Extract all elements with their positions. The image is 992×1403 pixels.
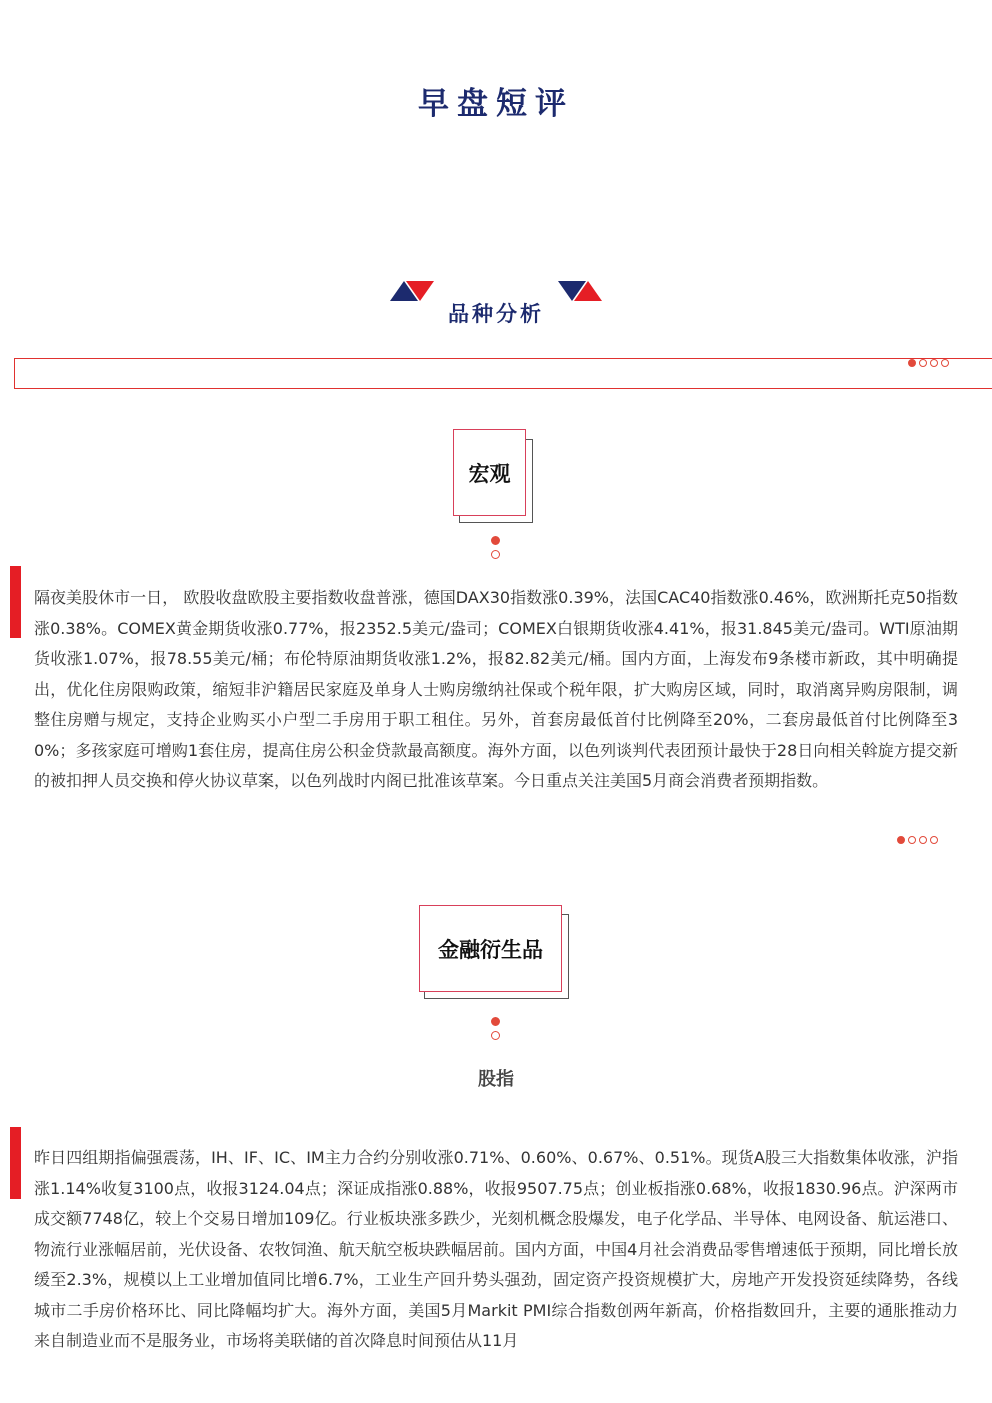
dot-icon: [897, 836, 905, 844]
dot-icon: [930, 359, 938, 367]
dot-icon: [491, 536, 500, 545]
dot-icon: [908, 359, 916, 367]
macro-end-dots: [897, 836, 938, 844]
stock-index-subtitle: 股指: [478, 1069, 514, 1090]
financial-heading: [419, 905, 562, 992]
macro-heading: [453, 429, 526, 516]
dot-icon: [941, 359, 949, 367]
banner-dots: [908, 359, 949, 367]
macro-heading-label: 宏观: [468, 461, 511, 486]
section-banner: [14, 358, 992, 389]
dot-icon: [919, 836, 927, 844]
macro-paragraph: 隔夜美股休市一日， 欧股收盘欧股主要指数收盘普涨，德国DAX30指数涨0.39%，法国CAC40指数涨0.46%，欧洲斯托克50指数涨0.38%。COMEX黄金期货收涨0.77%，报2352.5美元/盎司；COMEX白银期货收涨4.41%，报31.845美元/盎司。WTI原油期货收涨1.07%，报78.55美元/桶；布伦特原油期货收涨1.2%，报82.82美元/桶。国内方面，上海发布9条楼市新政，其中明确提出，优化住房限购政策，缩短非沪籍居民家庭及单身人士购房缴纳社保或个税年限，扩大购房区域，同时，取消离异购房限制，调整住房赠与规定，支持企业购买小户型二手房用于职工租住。另外，首套房最低首付比例降至20%，二套房最低首付比例降至30%；多孩家庭可增购1套住房，提高住房公积金贷款最高额度。海外方面，以色列谈判代表团预计最快于28日向相关斡旋方提交新的被扣押人员交换和停火协议草案，以色列战时内阁已批准该草案。今日重点关注美国5月商会消费者预期指数。: [34, 588, 958, 790]
macro-accent-bar: [10, 566, 21, 638]
section-title: 品种分析: [448, 302, 544, 326]
dot-icon: [491, 1031, 500, 1040]
financial-heading-label: 金融衍生品: [438, 937, 543, 962]
dot-icon: [908, 836, 916, 844]
dot-icon: [930, 836, 938, 844]
financial-accent-bar: [10, 1127, 21, 1199]
dot-icon: [491, 550, 500, 559]
dot-icon: [491, 1017, 500, 1026]
financial-paragraph: 昨日四组期指偏强震荡，IH、IF、IC、IM主力合约分别收涨0.71%、0.60%、0.67%、0.51%。现货A股三大指数集体收涨，沪指涨1.14%收复3100点，收报3124.04点；深证成指涨0.88%，收报9507.75点；创业板指涨0.68%，收报1830.96点。沪深两市成交额7748亿，较上个交易日增加109亿。行业板块涨多跌少，光刻机概念股爆发，电子化学品、半导体、电网设备、航运港口、物流行业涨幅居前，光伏设备、农牧饲渔、航天航空板块跌幅居前。国内方面，中国4月社会消费品零售增速低于预期，同比增长放缓至2.3%，规模以上工业增加值同比增6.7%，工业生产回升势头强劲，固定资产投资规模扩大，房地产开发投资延续降势，各线城市二手房价格环比、同比降幅均扩大。海外方面，美国5月Markit PMI综合指数创两年新高，价格指数回升，主要的通胀推动力来自制造业而不是服务业，市场将美联储的首次降息时间预估从11月: [34, 1148, 958, 1350]
page-title: 早盘短评: [418, 86, 574, 122]
dot-icon: [919, 359, 927, 367]
